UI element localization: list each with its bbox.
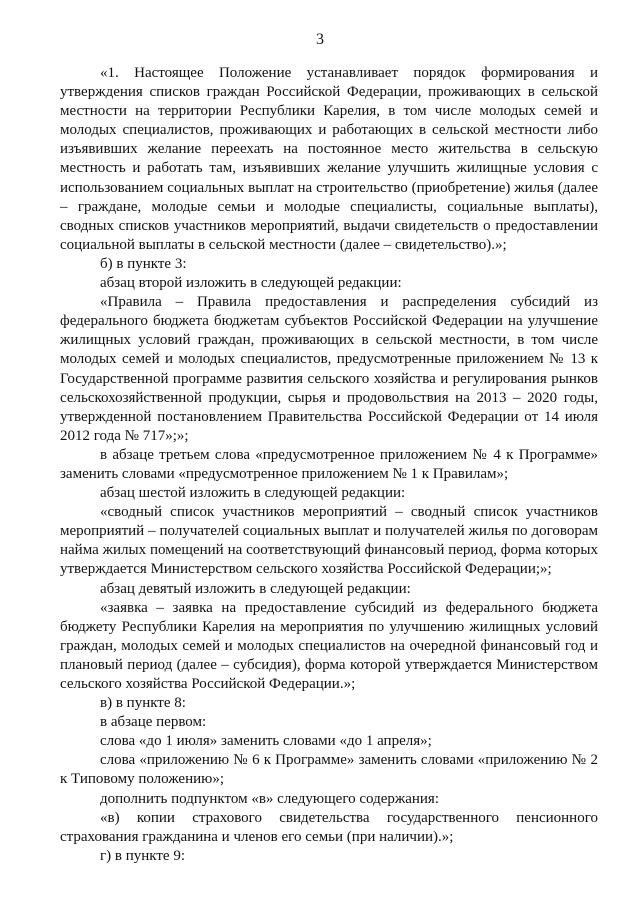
paragraph-instruction: в абзаце первом: (100, 714, 207, 731)
paragraph-subpoint-g: г) в пункте 9: (100, 847, 186, 864)
paragraph-1-point-text: «1. Настоящее Положение устанавливает порядок формирования и утверждения списков граждан Российской Федерации, проживающих в сельской местности на территории Республики Карелия, в том числе молодых семей и молодых специалистов, проживающих и работающих в сельской местности либо изъявивших желание переехать на постоянное место жительства в сельскую местность и работать там, изъявивших желание улучшить жилищные условия с использованием социальных выплат на строительство (приобретение) жилья (далее – граждане, молодые семьи и молодые специалисты, социальные выплаты), сводных списков участников мероприятий, выдачи свидетельств о предоставлении социальной выплаты в сельской местности (далее – свидетельство).»; (60, 65, 598, 253)
document-body (60, 64, 598, 866)
paragraph-instruction: дополнить подпунктом «в» следующего содержания: (100, 790, 440, 807)
paragraph-instruction: абзац второй изложить в следующей редакции: (100, 275, 402, 292)
paragraph-subpoint-v: в) в пункте 8: (100, 695, 186, 712)
paragraph-application-definition: «заявка – заявка на предоставление субсидий из федерального бюджета бюджету Республики Карелия на мероприятия по улучшению жилищных условий граждан, молодых семей и молодых специалистов на очередной финансовый год и плановый период (далее – субсидия), форма которой утверждается Министерством сельского хозяйства Российской Федерации.»; (60, 599, 598, 692)
paragraph-subpoint-b: б) в пункте 3: (100, 255, 187, 272)
paragraph-replacement: слова «приложению № 6 к Программе» заменить словами «приложению № 2 к Типовому положению»; (60, 752, 598, 788)
paragraph-rules-definition: «Правила – Правила предоставления и распределения субсидий из федерального бюджета бюджетам субъектов Российской Федерации на улучшение жилищных условий граждан, проживающих в сельской местности, в том числе молодых семей и молодых специалистов, предусмотренные приложением № 13 к Государственной программе развития сельского хозяйства и регулирования рынков сельскохозяйственной продукции, сырья и продовольствия на 2013 – 2020 годы, утвержденной постановлением Правительства Российской Федерации от 14 июля 2012 года № 717»;»; (60, 294, 598, 444)
paragraph-consolidated-list-definition: «сводный список участников мероприятий – сводный список участников мероприятий – получателей социальных выплат и получателей жилья по договорам найма жилых помещений на соответствующий финансовый период, форма которых утверждается Министерством сельского хозяйства Российской Федерации;»; (60, 504, 598, 578)
paragraph-new-subpoint-v: «в) копии страхового свидетельства государственного пенсионного страхования гражданина и членов его семьи (при наличии).»; (60, 809, 598, 845)
paragraph-instruction: абзац девятый изложить в следующей редакции: (100, 580, 411, 597)
paragraph-replacement: в абзаце третьем слова «предусмотренное приложением № 4 к Программе» заменить словами «предусмотренное приложением № 1 к Правилам»; (60, 446, 598, 482)
page-number: 3 (316, 31, 324, 48)
paragraph-instruction: абзац шестой изложить в следующей редакции: (100, 485, 406, 502)
paragraph-replacement: слова «до 1 июля» заменить словами «до 1 апреля»; (100, 733, 432, 750)
